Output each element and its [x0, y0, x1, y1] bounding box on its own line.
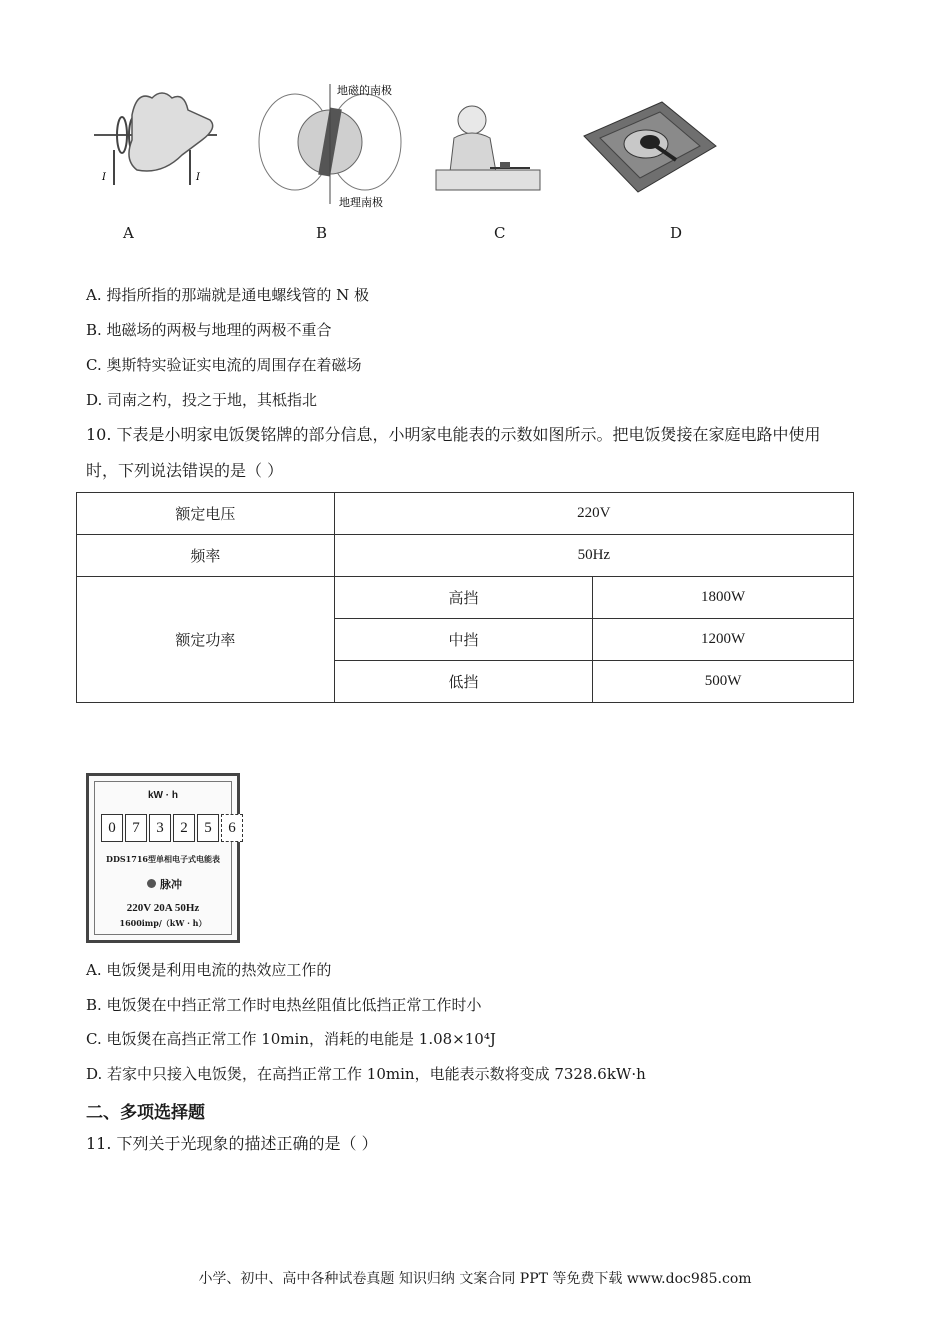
q10-stem-line2: 时，下列说法错误的是（ ） — [86, 461, 284, 480]
figure-c-oersted-experiment — [430, 100, 550, 195]
freq-label: 频率 — [77, 535, 335, 577]
pulse-label: 脉冲 — [160, 878, 182, 891]
figure-d-sinan-compass — [580, 98, 720, 196]
q10-option-b: B. 电饭煲在中挡正常工作时电热丝阻值比低挡正常工作时小 — [86, 996, 482, 1014]
gear-low-name: 低挡 — [334, 661, 593, 703]
q10-stem-line1: 10. 下表是小明家电饭煲铭牌的部分信息，小明家电能表的示数如图所示。把电饭煲接在家庭电路中使用 — [86, 425, 821, 444]
figure-b-top-text: 地磁的南极 — [337, 84, 392, 97]
voltage-label: 额定电压 — [77, 493, 335, 535]
q9-option-b: B. 地磁场的两极与地理的两极不重合 — [86, 321, 332, 339]
q11-stem: 11. 下列关于光现象的描述正确的是（ ） — [86, 1134, 378, 1153]
meter-pulse — [147, 876, 182, 892]
gear-low-power: 500W — [593, 661, 854, 703]
q9-option-a: A. 拇指所指的那端就是通电螺线管的 N 极 — [86, 286, 370, 304]
figure-label-b: B — [316, 224, 328, 242]
meter-constant: 1600imp/（kW · h） — [119, 918, 207, 928]
meter-digit: 5 — [197, 814, 219, 842]
meter-digit: 7 — [125, 814, 147, 842]
q10-option-c: C. 电饭煲在高挡正常工作 10min，消耗的电能是 1.08×10⁴J — [86, 1030, 496, 1048]
voltage-value: 220V — [334, 493, 853, 535]
figure-label-a: A — [123, 224, 134, 242]
gear-high-name: 高挡 — [334, 577, 593, 619]
q10-option-d: D. 若家中只接入电饭煲，在高挡正常工作 10min，电能表示数将变成 7328.6kW·h — [86, 1065, 646, 1083]
power-label: 额定功率 — [77, 577, 335, 703]
meter-digit: 2 — [173, 814, 195, 842]
figure-b-earth-magnetic-field — [255, 82, 420, 212]
meter-digits — [101, 814, 245, 842]
section-title: 二、多项选择题 — [86, 1103, 205, 1123]
pulse-indicator-icon — [147, 879, 156, 888]
gear-mid-name: 中挡 — [334, 619, 593, 661]
meter-model: DDS1716型单相电子式电能表 — [106, 854, 220, 864]
q10-option-a: A. 电饭煲是利用电流的热效应工作的 — [86, 961, 332, 979]
figure-b-bottom-text: 地理南极 — [339, 196, 383, 209]
figure-a-solenoid-hand — [92, 80, 222, 190]
freq-value: 50Hz — [334, 535, 853, 577]
meter-rating: 220V 20A 50Hz — [126, 902, 200, 914]
svg-text:I: I — [196, 172, 200, 183]
meter-unit: kW · h — [148, 790, 178, 801]
q9-option-c: C. 奥斯特实验证实电流的周围存在着磁场 — [86, 356, 362, 374]
svg-text:I: I — [102, 172, 106, 183]
figure-label-d: D — [670, 224, 683, 242]
rice-cooker-spec-table — [76, 492, 854, 703]
footer-text: 小学、初中、高中各种试卷真题 知识归纳 文案合同 PPT 等免费下载 www.doc985.com — [198, 1271, 752, 1287]
meter-digit-decimal: 6 — [221, 814, 243, 842]
figure-label-c: C — [494, 224, 506, 242]
gear-high-power: 1800W — [593, 577, 854, 619]
gear-mid-power: 1200W — [593, 619, 854, 661]
meter-digit: 0 — [101, 814, 123, 842]
energy-meter — [86, 773, 240, 943]
meter-digit: 3 — [149, 814, 171, 842]
q9-option-d: D. 司南之杓，投之于地，其柢指北 — [86, 391, 318, 409]
